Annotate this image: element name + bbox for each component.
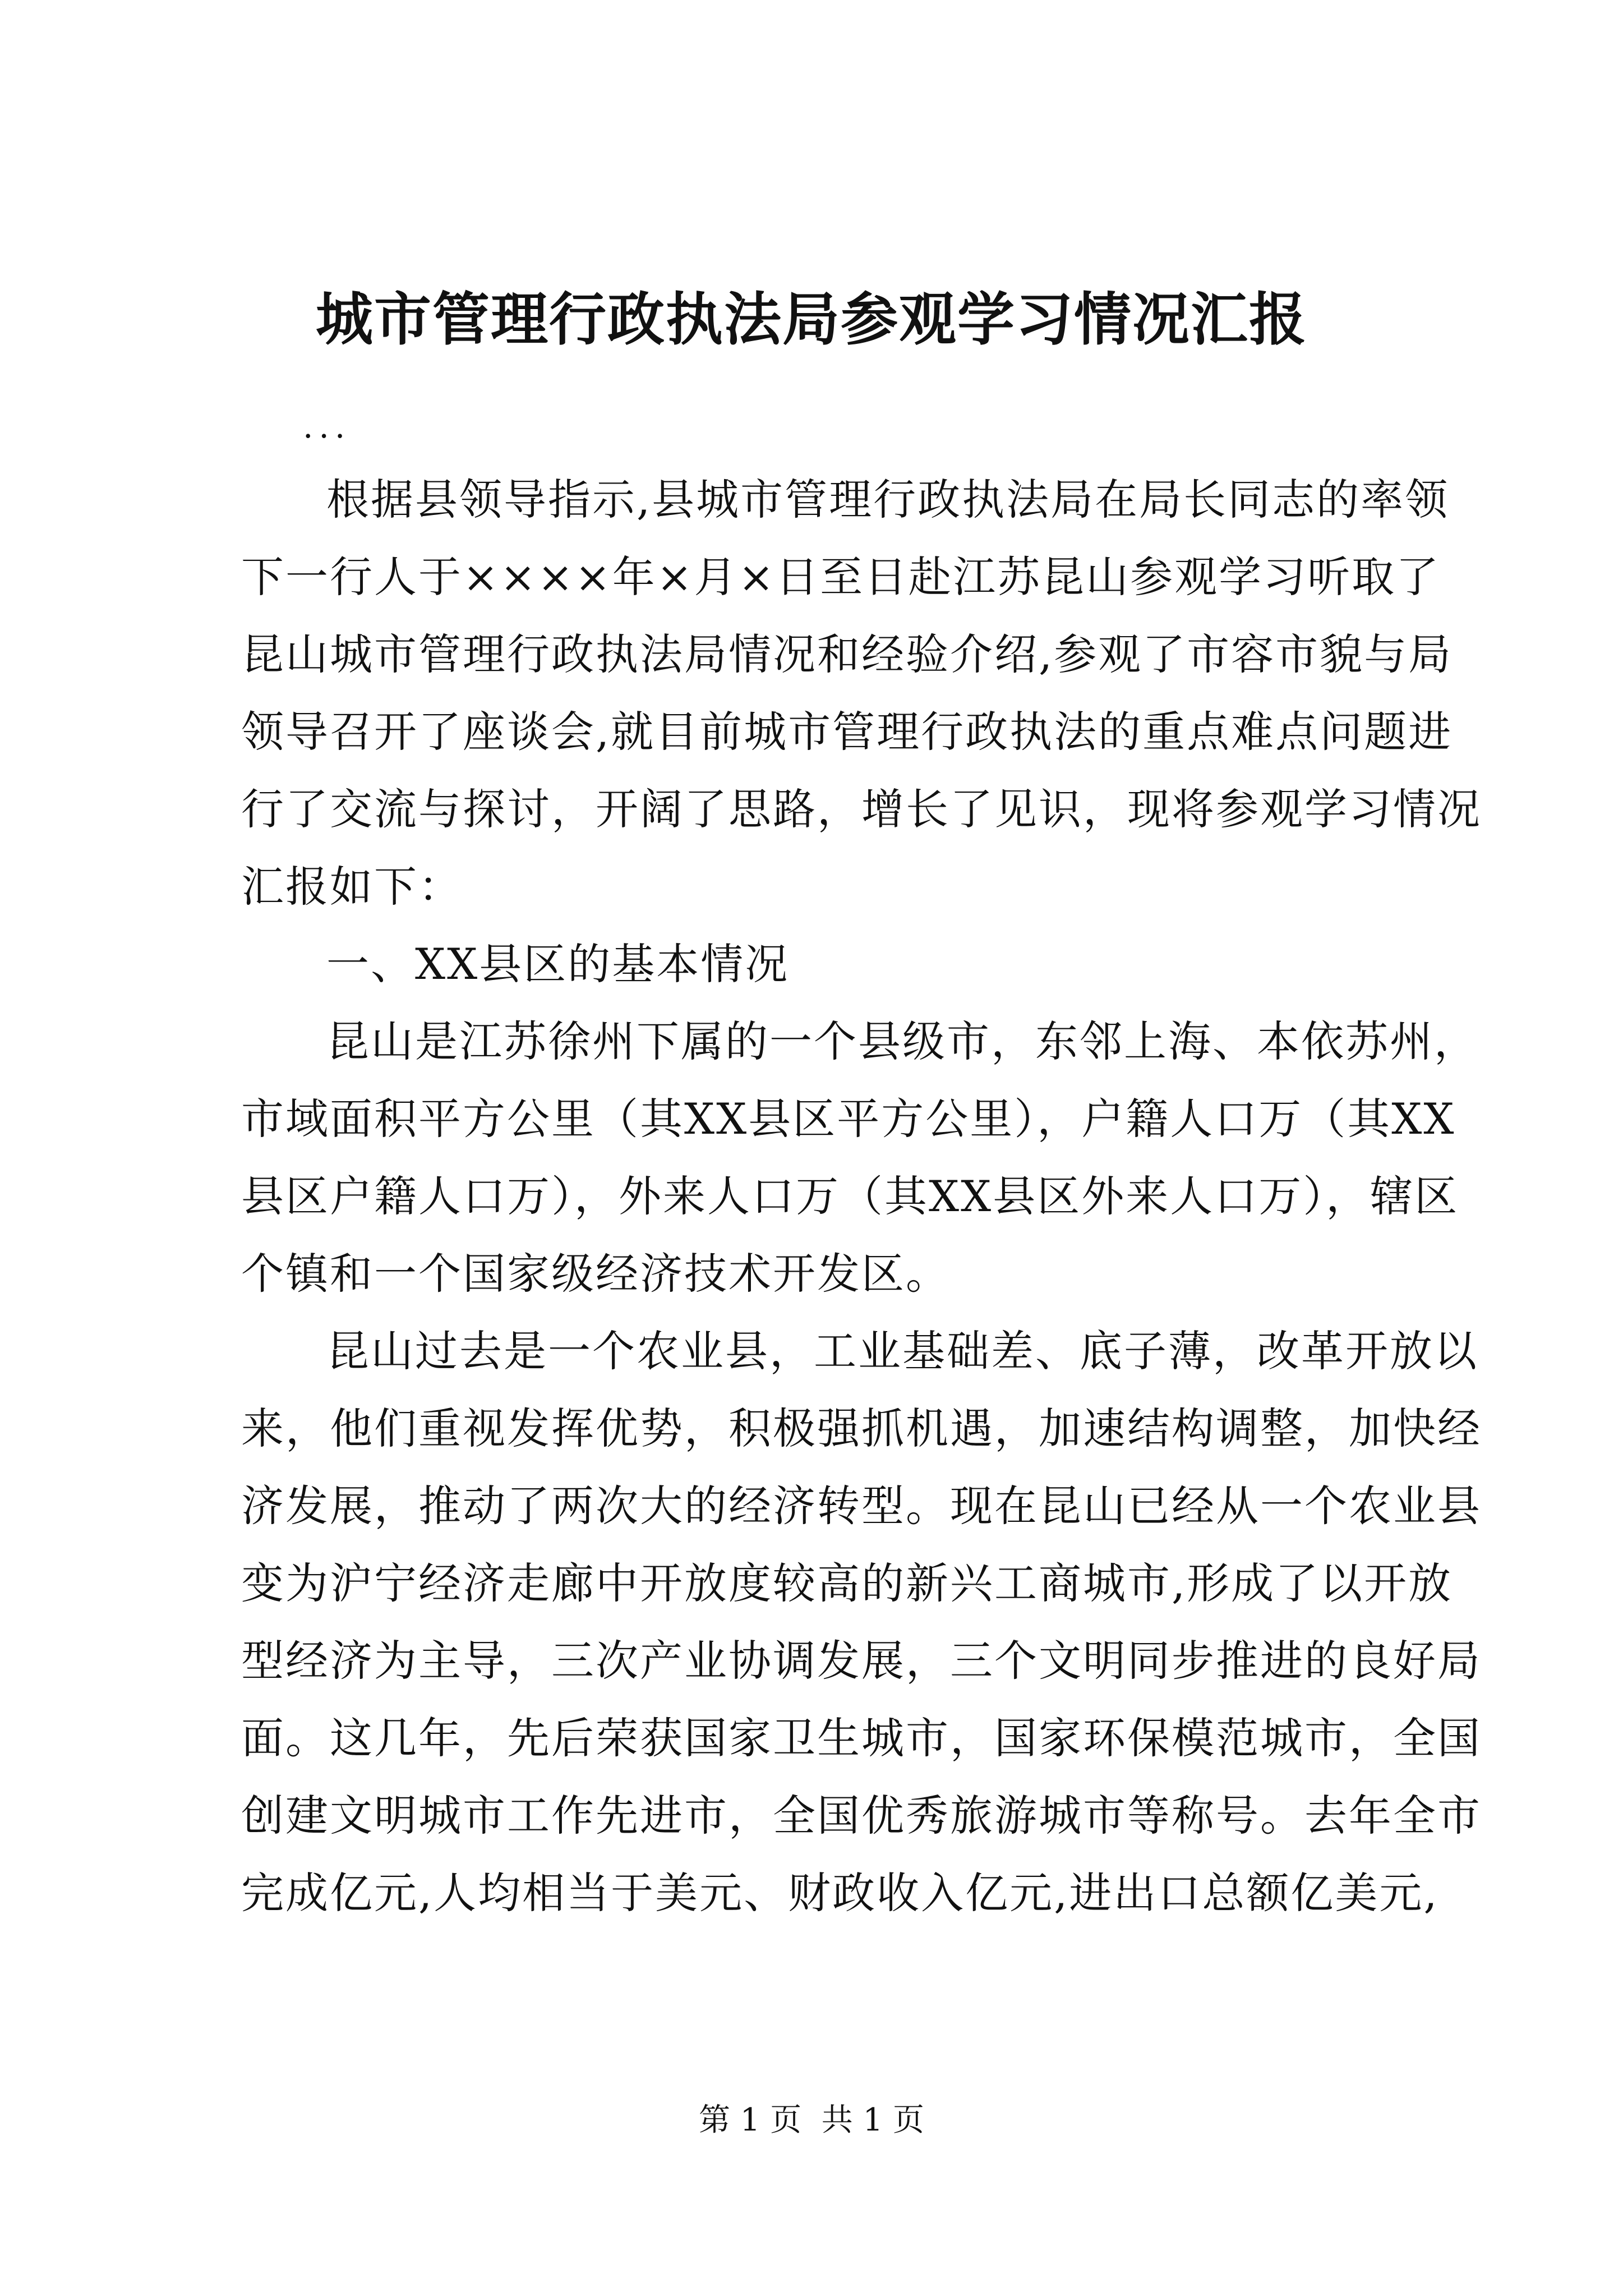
paragraph-intro (241, 461, 1482, 926)
text-line: 昆山是江苏徐州下属的一个县级市，东邻上海、本依苏州， (326, 1016, 1478, 1066)
text-line: 行了交流与探讨，开阔了思路，增长了见识，现将参观学习情况 (241, 784, 1482, 834)
paragraph-history (241, 1313, 1482, 1932)
section-heading (241, 926, 1419, 1003)
page-number: 第 1 页 共 1 页 (698, 2102, 925, 2138)
text-line: 昆山过去是一个农业县，工业基础差、底子薄，改革开放以 (326, 1326, 1478, 1376)
text-line: 完成亿元,人均相当于美元、财政收入亿元,进出口总额亿美元, (241, 1868, 1439, 1918)
text-line: 个镇和一个国家级经济技术开发区。 (241, 1249, 950, 1299)
text-line: 面。这几年，先后荣获国家卫生城市，国家环保模范城市，全国 (241, 1713, 1482, 1763)
text-line: 一、XX县区的基本情况 (326, 939, 790, 989)
paragraph-overview (241, 1003, 1478, 1313)
text-line: 昆山城市管理行政执法局情况和经验介绍,参观了市容市貌与局 (241, 629, 1453, 679)
text-line: 市域面积平方公里（其XX县区平方公里），户籍人口万（其XX (241, 1094, 1456, 1144)
document-body (241, 461, 1482, 1932)
text-line: 县区户籍人口万），外来人口万（其XX县区外来人口万），辖区 (241, 1171, 1459, 1221)
text-line: 汇报如下： (241, 862, 463, 912)
document-title: 城市管理行政执法局参观学习情况汇报 (316, 286, 1307, 353)
text-line: 根据县领导指示,县城市管理行政执法局在局长同志的率领 (326, 475, 1450, 524)
text-line: 济发展，推动了两次大的经济转型。现在昆山已经从一个农业县 (241, 1481, 1482, 1531)
text-line: 型经济为主导，三次产业协调发展，三个文明同步推进的良好局 (241, 1636, 1482, 1686)
text-line: 变为沪宁经济走廊中开放度较高的新兴工商城市,形成了以开放 (241, 1558, 1453, 1608)
document-subtitle: ... (303, 407, 351, 445)
text-line: 创建文明城市工作先进市，全国优秀旅游城市等称号。去年全市 (241, 1791, 1482, 1841)
text-line: 领导召开了座谈会,就目前城市管理行政执法的重点难点问题进 (241, 707, 1453, 757)
text-line: 下一行人于××××年×月×日至日赴江苏昆山参观学习听取了 (241, 552, 1441, 602)
text-line: 来，他们重视发挥优势，积极强抓机遇，加速结构调整，加快经 (241, 1404, 1482, 1453)
